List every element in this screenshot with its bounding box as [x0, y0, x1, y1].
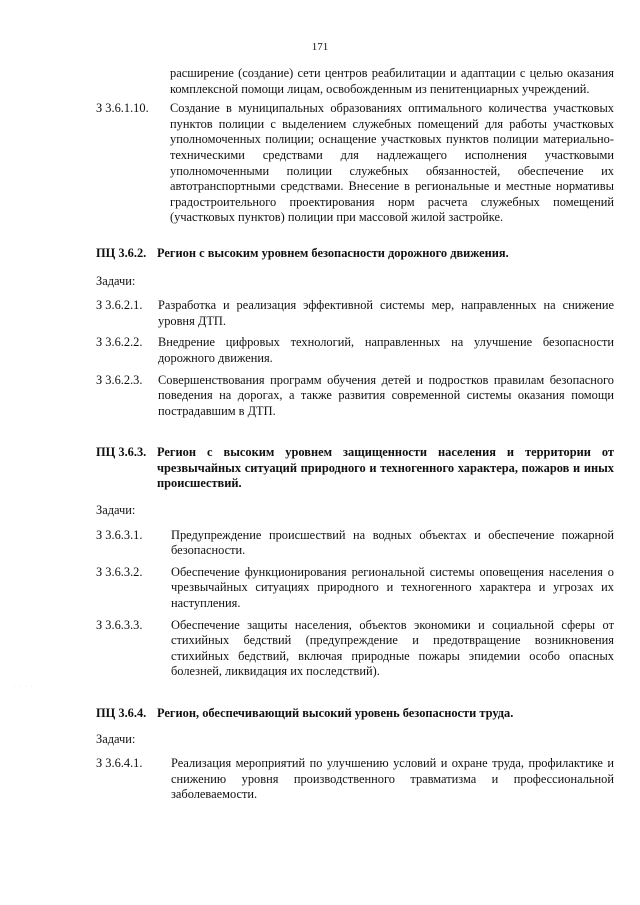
task-text: Создание в муниципальных образованиях оптимального количества участковых пунктов полиции с выделением служебных помещений для работы участковых уполномоченных полиции; оснащение участковых пунктов полиции материально-техническими средствами для надлежащего исполнения участковыми уполномоченными полиции служебных обязанностей, обеспечение их автотранспортными средствами. Внесение в региональные и местные нормативы градостроительного проектирования норм расчета служебных помещений (участковых пунктов) полиции при массовой жилой застройке. [170, 101, 614, 225]
goal-3-6-2-heading [96, 246, 614, 262]
task-code: З 3.6.2.1. [96, 298, 143, 313]
tasks-label: Задачи: [96, 273, 136, 288]
task-text: Обеспечение функционирования региональной системы оповещения населения о чрезвычайных ситуациях природного и техногенного характера и угрозах их наступления. [171, 564, 614, 611]
task-text: Совершенствования программ обучения детей и подростков правилам безопасного поведения на дорогах, а также развития современной системы оказания помощи пострадавшим в ДТП. [158, 372, 614, 418]
continuation-text: расширение (создание) сети центров реабилитации и адаптации с целью оказания комплексной помощи лицам, освобожденным из пенитенциарных учреждений. [170, 66, 614, 96]
scan-artifact-mark: · · · · [14, 684, 34, 690]
task-text: Предупреждение происшествий на водных объектах и обеспечение пожарной безопасности. [171, 527, 614, 558]
task-3-6-2-3 [96, 373, 614, 420]
task-code: З 3.6.3.1. [96, 527, 143, 542]
task-3-6-3-3 [96, 618, 614, 680]
task-code: З 3.6.2.2. [96, 335, 143, 350]
task-3-6-4-1 [96, 756, 614, 803]
goal-code: ПЦ 3.6.3. [96, 445, 147, 460]
document-content [96, 66, 614, 803]
task-3-6-2-2 [96, 335, 614, 366]
goal-3-6-4-heading [96, 706, 614, 722]
continuation-paragraph [96, 66, 614, 97]
task-3-6-2-1 [96, 298, 614, 329]
goal-title: Регион с высоким уровнем безопасности дорожного движения. [157, 245, 509, 260]
task-text: Внедрение цифровых технологий, направленных на улучшение безопасности дорожного движения. [158, 335, 614, 365]
goal-title: Регион, обеспечивающий высокий уровень безопасности труда. [157, 706, 514, 720]
task-3-6-1-10 [96, 101, 614, 226]
goal-title: Регион с высоким уровнем защищенности населения и территории от чрезвычайных ситуаций природного и техногенного характера, пожаров и иных происшествий. [157, 445, 614, 491]
tasks-label: Задачи: [96, 731, 136, 746]
goal-code: ПЦ 3.6.4. [96, 706, 147, 720]
task-text: Реализация мероприятий по улучшению условий и охране труда, профилактике и снижению уровня производственного травматизма и профессиональной заболеваемости. [171, 756, 614, 802]
task-text: Обеспечение защиты населения, объектов экономики и социальной сферы от стихийных бедствий (предупреждение и предотвращение возникновения стихийных бедствий, включая природные пожары эпидемии особо опасных болезней, ликвидация их последствий). [171, 617, 614, 679]
task-code: З 3.6.2.3. [96, 372, 143, 387]
goal-3-6-3-heading [96, 445, 614, 492]
task-text: Разработка и реализация эффективной системы мер, направленных на снижение уровня ДТП. [158, 298, 614, 328]
task-code: З 3.6.4.1. [96, 756, 143, 771]
task-code: З 3.6.1.10. [96, 101, 149, 116]
goal-code: ПЦ 3.6.2. [96, 245, 147, 260]
tasks-label: Задачи: [96, 503, 136, 518]
task-code: З 3.6.3.3. [96, 617, 143, 632]
task-3-6-3-2 [96, 565, 614, 612]
task-code: З 3.6.3.2. [96, 564, 143, 579]
task-3-6-3-1 [96, 528, 614, 559]
page-number: 171 [311, 41, 329, 53]
